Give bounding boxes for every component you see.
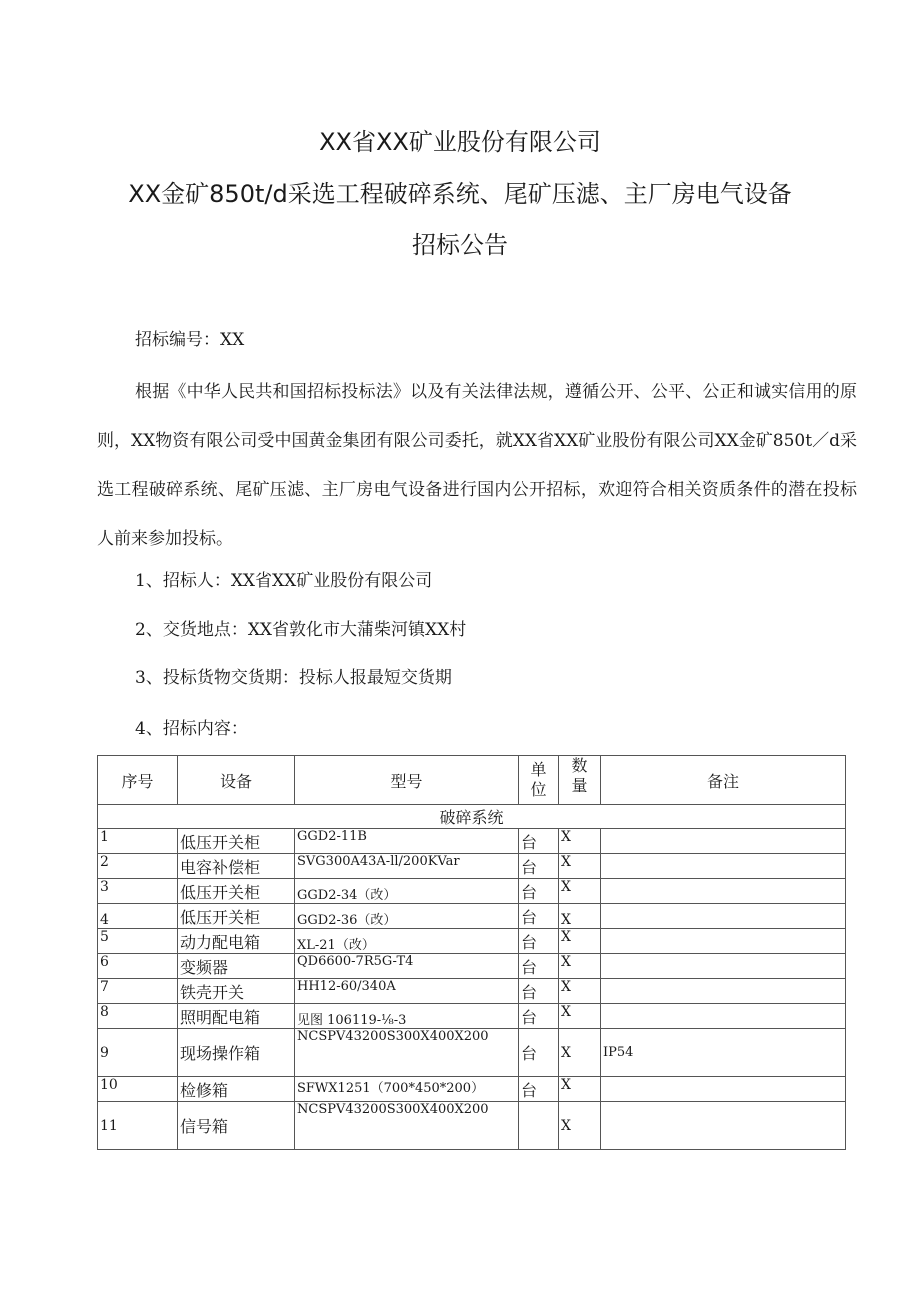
cell-seq: 10 <box>98 1077 178 1102</box>
section-row <box>98 805 846 829</box>
header-model: 型号 <box>295 756 519 805</box>
cell-unit: 台 <box>519 879 559 904</box>
title-announcement: 招标公告 <box>412 231 508 259</box>
cell-equipment: 信号箱 <box>178 1102 295 1150</box>
cell-qty: X <box>559 829 601 854</box>
cell-model: XL-21（改） <box>295 929 519 954</box>
cell-qty: X <box>559 929 601 954</box>
cell-remark: IP54 <box>601 1029 846 1077</box>
bid-number: 招标编号：XX <box>135 330 245 350</box>
cell-qty: X <box>559 879 601 904</box>
intro-paragraph: 根据《中华人民共和国招标投标法》以及有关法律法规，遵循公开、公平、公正和诚实信用的原则，XX物资有限公司受中国黄金集团有限公司委托，就XX省XX矿业股份有限公司XX金矿850t／d采选工程破碎系统、尾矿压滤、主厂房电气设备进行国内公开招标，欢迎符合相关资质条件的潜在投标人前来参加投标。 <box>97 382 857 549</box>
cell-equipment: 照明配电箱 <box>178 1004 295 1029</box>
cell-remark <box>601 879 846 904</box>
cell-remark <box>601 1102 846 1150</box>
cell-unit: 台 <box>519 904 559 929</box>
item-delivery-period: 3、投标货物交货期：投标人报最短交货期 <box>135 668 452 688</box>
item-bidder: 1、招标人：XX省XX矿业股份有限公司 <box>135 571 433 591</box>
cell-unit: 台 <box>519 979 559 1004</box>
table-row <box>98 879 846 904</box>
item-bid-content: 4、招标内容： <box>135 719 248 739</box>
cell-model: GGD2-34（改） <box>295 879 519 904</box>
table-row <box>98 1102 846 1150</box>
cell-seq: 6 <box>98 954 178 979</box>
cell-qty: X <box>559 979 601 1004</box>
cell-qty: X <box>559 904 601 929</box>
header-unit-top: 单 <box>530 760 547 779</box>
cell-equipment: 低压开关柜 <box>178 879 295 904</box>
cell-remark <box>601 954 846 979</box>
header-remark: 备注 <box>601 756 846 805</box>
table-row <box>98 929 846 954</box>
header-unit <box>519 756 559 805</box>
header-seq: 序号 <box>98 756 178 805</box>
cell-seq: 4 <box>98 904 178 929</box>
cell-seq: 5 <box>98 929 178 954</box>
cell-equipment: 动力配电箱 <box>178 929 295 954</box>
table-row <box>98 1077 846 1102</box>
cell-remark <box>601 904 846 929</box>
cell-unit: 台 <box>519 954 559 979</box>
cell-unit: 台 <box>519 1029 559 1077</box>
header-qty <box>559 756 601 805</box>
table-row <box>98 1004 846 1029</box>
cell-seq: 9 <box>98 1029 178 1077</box>
cell-remark <box>601 829 846 854</box>
cell-model: NCSPV43200S300X400X200 <box>295 1102 519 1150</box>
table-header-row <box>98 756 846 805</box>
table-row <box>98 1029 846 1077</box>
cell-model: GGD2-36（改） <box>295 904 519 929</box>
header-equipment: 设备 <box>178 756 295 805</box>
cell-remark <box>601 854 846 879</box>
cell-model: HH12-60/340A <box>295 979 519 1004</box>
header-qty-top: 数 <box>571 756 588 775</box>
cell-remark <box>601 929 846 954</box>
title-company: XX省XX矿业股份有限公司 <box>319 128 601 156</box>
cell-unit: 台 <box>519 829 559 854</box>
table-row <box>98 829 846 854</box>
section-title: 破碎系统 <box>98 805 846 829</box>
table-row <box>98 854 846 879</box>
cell-seq: 1 <box>98 829 178 854</box>
cell-equipment: 变频器 <box>178 954 295 979</box>
cell-equipment: 铁壳开关 <box>178 979 295 1004</box>
cell-qty: X <box>559 1029 601 1077</box>
cell-qty: X <box>559 954 601 979</box>
cell-equipment: 检修箱 <box>178 1077 295 1102</box>
cell-seq: 11 <box>98 1102 178 1150</box>
cell-seq: 2 <box>98 854 178 879</box>
cell-model: SFWX1251（700*450*200） <box>295 1077 519 1102</box>
cell-unit: 台 <box>519 1004 559 1029</box>
item-delivery-location: 2、交货地点：XX省敦化市大蒲柴河镇XX村 <box>135 620 467 640</box>
cell-qty: X <box>559 854 601 879</box>
cell-model: QD6600-7R5G-T4 <box>295 954 519 979</box>
table-row <box>98 904 846 929</box>
cell-qty: X <box>559 1077 601 1102</box>
table-row <box>98 954 846 979</box>
header-qty-bottom: 量 <box>571 776 588 795</box>
cell-qty: X <box>559 1004 601 1029</box>
header-unit-bottom: 位 <box>530 780 547 799</box>
cell-equipment: 低压开关柜 <box>178 829 295 854</box>
cell-equipment: 电容补偿柜 <box>178 854 295 879</box>
cell-unit: 台 <box>519 1077 559 1102</box>
cell-remark <box>601 1077 846 1102</box>
cell-seq: 8 <box>98 1004 178 1029</box>
cell-model: 见图 106119-⅛-3 <box>295 1004 519 1029</box>
cell-qty: X <box>559 1102 601 1150</box>
bid-content-table <box>97 755 846 1150</box>
cell-model: GGD2-11B <box>295 829 519 854</box>
cell-model: SVG300A43A-ll/200KVar <box>295 854 519 879</box>
cell-equipment: 低压开关柜 <box>178 904 295 929</box>
table-row <box>98 979 846 1004</box>
cell-remark <box>601 1004 846 1029</box>
cell-equipment: 现场操作箱 <box>178 1029 295 1077</box>
title-project: XX金矿850t/d采选工程破碎系统、尾矿压滤、主厂房电气设备 <box>128 180 792 208</box>
cell-seq: 3 <box>98 879 178 904</box>
cell-remark <box>601 979 846 1004</box>
cell-unit: 台 <box>519 854 559 879</box>
cell-unit <box>519 1102 559 1150</box>
cell-unit: 台 <box>519 929 559 954</box>
cell-model: NCSPV43200S300X400X200 <box>295 1029 519 1077</box>
cell-seq: 7 <box>98 979 178 1004</box>
